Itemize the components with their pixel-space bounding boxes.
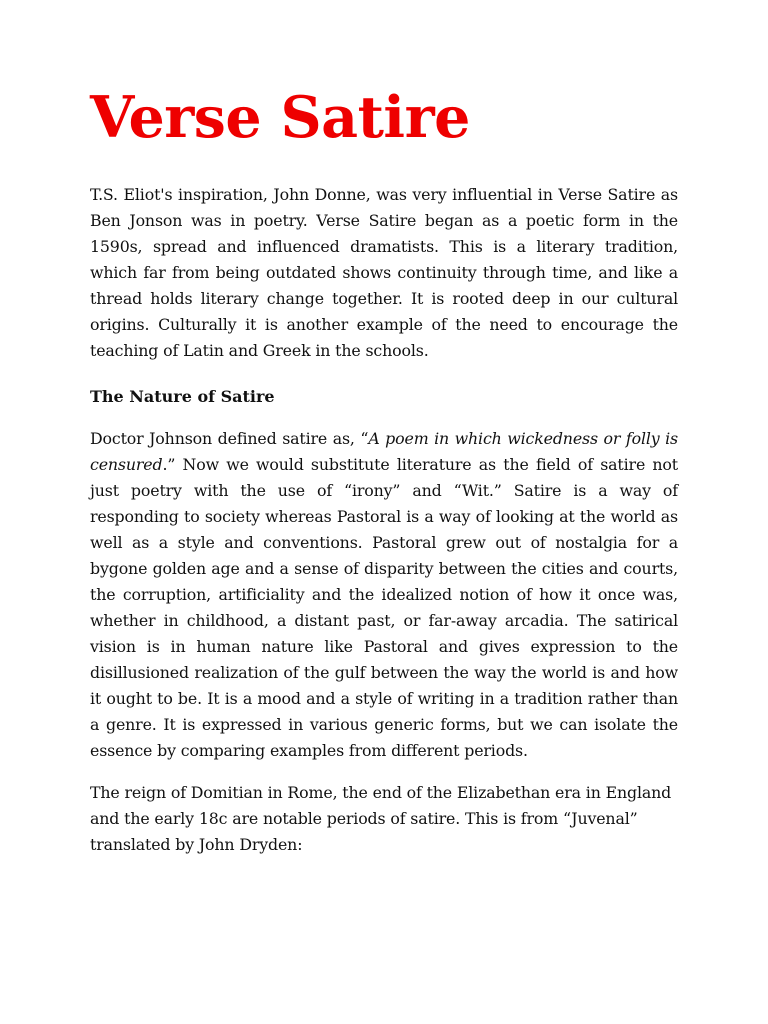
paragraph-text-after-quote: .” Now we would substitute literature as the field of satire not just poetry with the use of “irony” and “Wit.” Satire is a way of responding to society whereas Pastoral is a way of looking at the world as well as a style and conventions. Pastoral grew out of nostalgia for a bygone golden age and a sense of disparity between the cities and courts, the corruption, artificiality and the idealized notion of how it once was, whether in childhood, a distant past, or far-away arcadia. The satirical vision is in human nature like Pastoral and gives expression to the disillusioned realization of the gulf between the way the world is and how it ought to be. It is a mood and a style of writing in a tradition rather than a genre. It is expressed in various generic forms, but we can isolate the essence by comparing examples from different periods. (90, 454, 678, 760)
paragraph-text-before-quote: Doctor Johnson defined satire as, “ (90, 428, 369, 448)
intro-paragraph: T.S. Eliot's inspiration, John Donne, was very influential in Verse Satire as Ben Jonson was in poetry. Verse Satire began as a poetic form in the 1590s, spread and influenced dramatists. This is a literary tradition, which far from being outdated shows continuity through time, and like a thread holds literary change together. It is rooted deep in our cultural origins. Culturally it is another example of the need to encourage the teaching of Latin and Greek in the schools. (90, 184, 678, 360)
periods-paragraph: The reign of Domitian in Rome, the end of the Elizabethan era in England and the early 18c are notable periods of satire. This is from “Juvenal” translated by John Dryden: (90, 782, 672, 854)
nature-of-satire-paragraph (90, 426, 678, 764)
document-title: Verse Satire (90, 84, 470, 151)
johnson-quote: A poem in which wickedness or folly is censured (90, 428, 678, 474)
document-content (90, 84, 678, 874)
section-heading: The Nature of Satire (90, 386, 275, 406)
